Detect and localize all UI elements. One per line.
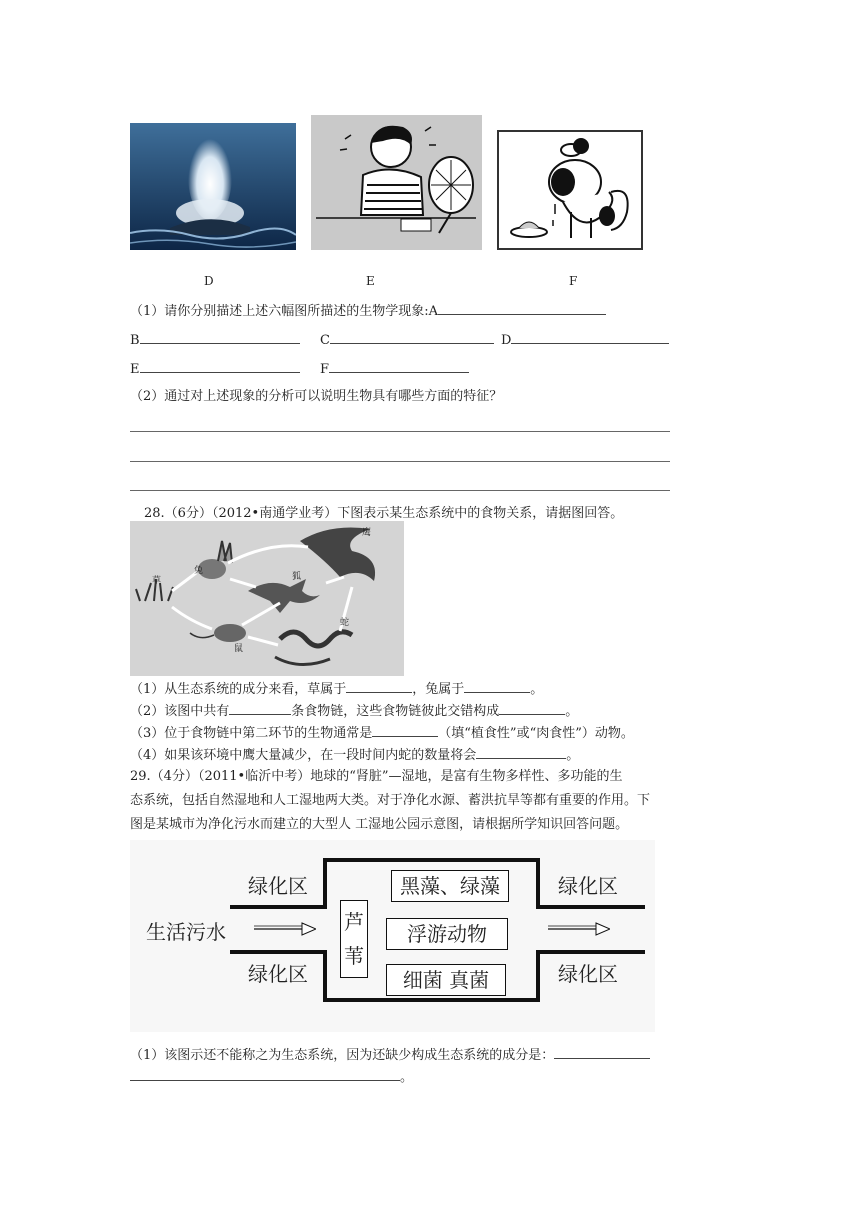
outflow-arrow-icon <box>548 922 610 936</box>
plankton-label: 浮游动物 <box>407 922 487 946</box>
answer-blank-missing-component-1[interactable] <box>554 1046 650 1059</box>
q28-q1 <box>130 680 543 699</box>
whale-photo <box>130 123 296 250</box>
reed-label: 芦苇 <box>344 910 364 968</box>
wetland-park-diagram <box>130 840 655 1032</box>
algae-label: 黑藻、绿藻 <box>400 874 500 898</box>
q28-q3-text-a: （3）位于食物链中第二环节的生物通常是 <box>130 726 373 741</box>
answer-blank-chain-count[interactable] <box>229 702 291 715</box>
answer-blank-snake-change[interactable] <box>476 746 566 759</box>
label-f: F <box>320 362 330 377</box>
answer-blank-c[interactable] <box>330 331 494 344</box>
green-zone-bottom-left: 绿化区 <box>248 962 308 986</box>
sewage-label: 生活污水 <box>146 920 226 944</box>
q28-q3-text-b: （填“植食性”或“肉食性”）动物。 <box>438 726 634 741</box>
q28-q2-text-a: （2）该图中共有 <box>130 704 230 719</box>
label-eagle: 鹰 <box>362 528 372 538</box>
green-zone-top-left: 绿化区 <box>248 874 308 898</box>
label-b: B <box>130 333 140 348</box>
answer-line-2[interactable] <box>130 461 670 462</box>
q28-q1-text-c: 。 <box>530 682 544 697</box>
q27-row-c <box>320 331 494 350</box>
q28-q2 <box>130 702 578 721</box>
answer-line-1[interactable] <box>130 431 670 432</box>
boy-sweating-illustration <box>311 115 482 250</box>
answer-blank-rabbit[interactable] <box>464 680 530 693</box>
label-e: E <box>130 362 140 377</box>
answer-blank-f[interactable] <box>329 360 469 373</box>
label-d: D <box>501 333 512 348</box>
q28-q2-text-c: 。 <box>565 704 579 719</box>
caption-e: E <box>366 274 375 288</box>
q27-row-bcd <box>130 331 300 350</box>
q27-row-e <box>130 360 300 379</box>
answer-blank-missing-component-2[interactable] <box>130 1068 400 1081</box>
dog-salivating-illustration <box>497 130 643 250</box>
q27-part1-text: （1）请你分别描述上述六幅图所描述的生物学现象:A <box>130 304 439 319</box>
fox-icon <box>248 579 320 613</box>
q28-q1-text-a: （1）从生态系统的成分来看，草属于 <box>130 682 347 697</box>
rabbit-icon <box>198 541 232 579</box>
q27-part1 <box>130 302 606 321</box>
wall-bottom-right <box>540 950 645 954</box>
label-fox: 狐 <box>292 572 302 582</box>
wall-top-right <box>540 905 645 909</box>
label-snake: 蛇 <box>340 618 350 628</box>
q27-row-d <box>501 331 669 350</box>
q29-line-3: 图是某城市为净化污水而建立的大型人 工湿地公园示意图，请根据所学知识回答问题。 <box>130 817 629 832</box>
answer-line-3[interactable] <box>130 490 670 491</box>
label-mouse: 鼠 <box>234 644 244 654</box>
answer-blank-e[interactable] <box>140 360 300 373</box>
q29-q1-end: 。 <box>400 1070 414 1085</box>
q29-q1-text: （1）该图示还不能称之为生态系统，因为还缺少构成生态系统的成分是： <box>130 1048 555 1063</box>
q28-q4-text-a: （4）如果该环境中鹰大量减少，在一段时间内蛇的数量将会 <box>130 748 477 763</box>
q28-q4-text-b: 。 <box>566 748 580 763</box>
answer-blank-diet[interactable] <box>372 724 438 737</box>
snake-icon <box>275 632 352 665</box>
pond-right-opening <box>536 909 540 950</box>
food-web-diagram <box>130 521 404 676</box>
microbes-label: 细菌 真菌 <box>402 968 490 992</box>
answer-blank-d[interactable] <box>511 331 669 344</box>
answer-blank-a[interactable] <box>438 302 606 315</box>
q29-line-1: 29.（4分）（2011•临沂中考）地球的“肾脏”—湿地，是富有生物多样性、多功能的生 <box>130 769 623 784</box>
q28-q2-text-b: 条食物链，这些食物链彼此交错构成 <box>291 704 500 719</box>
q28-q4 <box>130 746 579 765</box>
reed-box <box>340 900 368 978</box>
plankton-box <box>386 918 508 950</box>
q28-q3 <box>130 724 634 743</box>
q29-line-2: 态系统，包括自然湿地和人工湿地两大类。对于净化水源、蓄洪抗旱等都有重要的作用。下 <box>130 793 651 808</box>
microbes-box <box>386 964 506 996</box>
inflow-arrow-icon <box>254 922 316 936</box>
label-grass: 草 <box>152 576 162 586</box>
answer-blank-b[interactable] <box>140 331 300 344</box>
q28-q1-text-b: ，兔属于 <box>412 682 465 697</box>
q28-header: 28.（6分）（2012•南通学业考）下图表示某生态系统中的食物关系，请据图回答。 <box>144 506 624 521</box>
answer-blank-food-web[interactable] <box>499 702 565 715</box>
green-zone-bottom-right: 绿化区 <box>558 962 618 986</box>
pond-left-opening <box>323 909 327 950</box>
q29-q1-cont <box>130 1068 413 1087</box>
q27-part2: （2）通过对上述现象的分析可以说明生物具有哪些方面的特征？ <box>130 389 503 404</box>
q29-q1 <box>130 1046 650 1065</box>
caption-d: D <box>204 274 214 288</box>
caption-f: F <box>569 274 578 288</box>
mouse-icon <box>190 624 246 642</box>
label-rabbit: 兔 <box>194 566 204 576</box>
answer-blank-grass[interactable] <box>346 680 412 693</box>
label-c: C <box>320 333 330 348</box>
green-zone-top-right: 绿化区 <box>558 874 618 898</box>
algae-box <box>391 870 509 902</box>
q27-row-f <box>320 360 469 379</box>
